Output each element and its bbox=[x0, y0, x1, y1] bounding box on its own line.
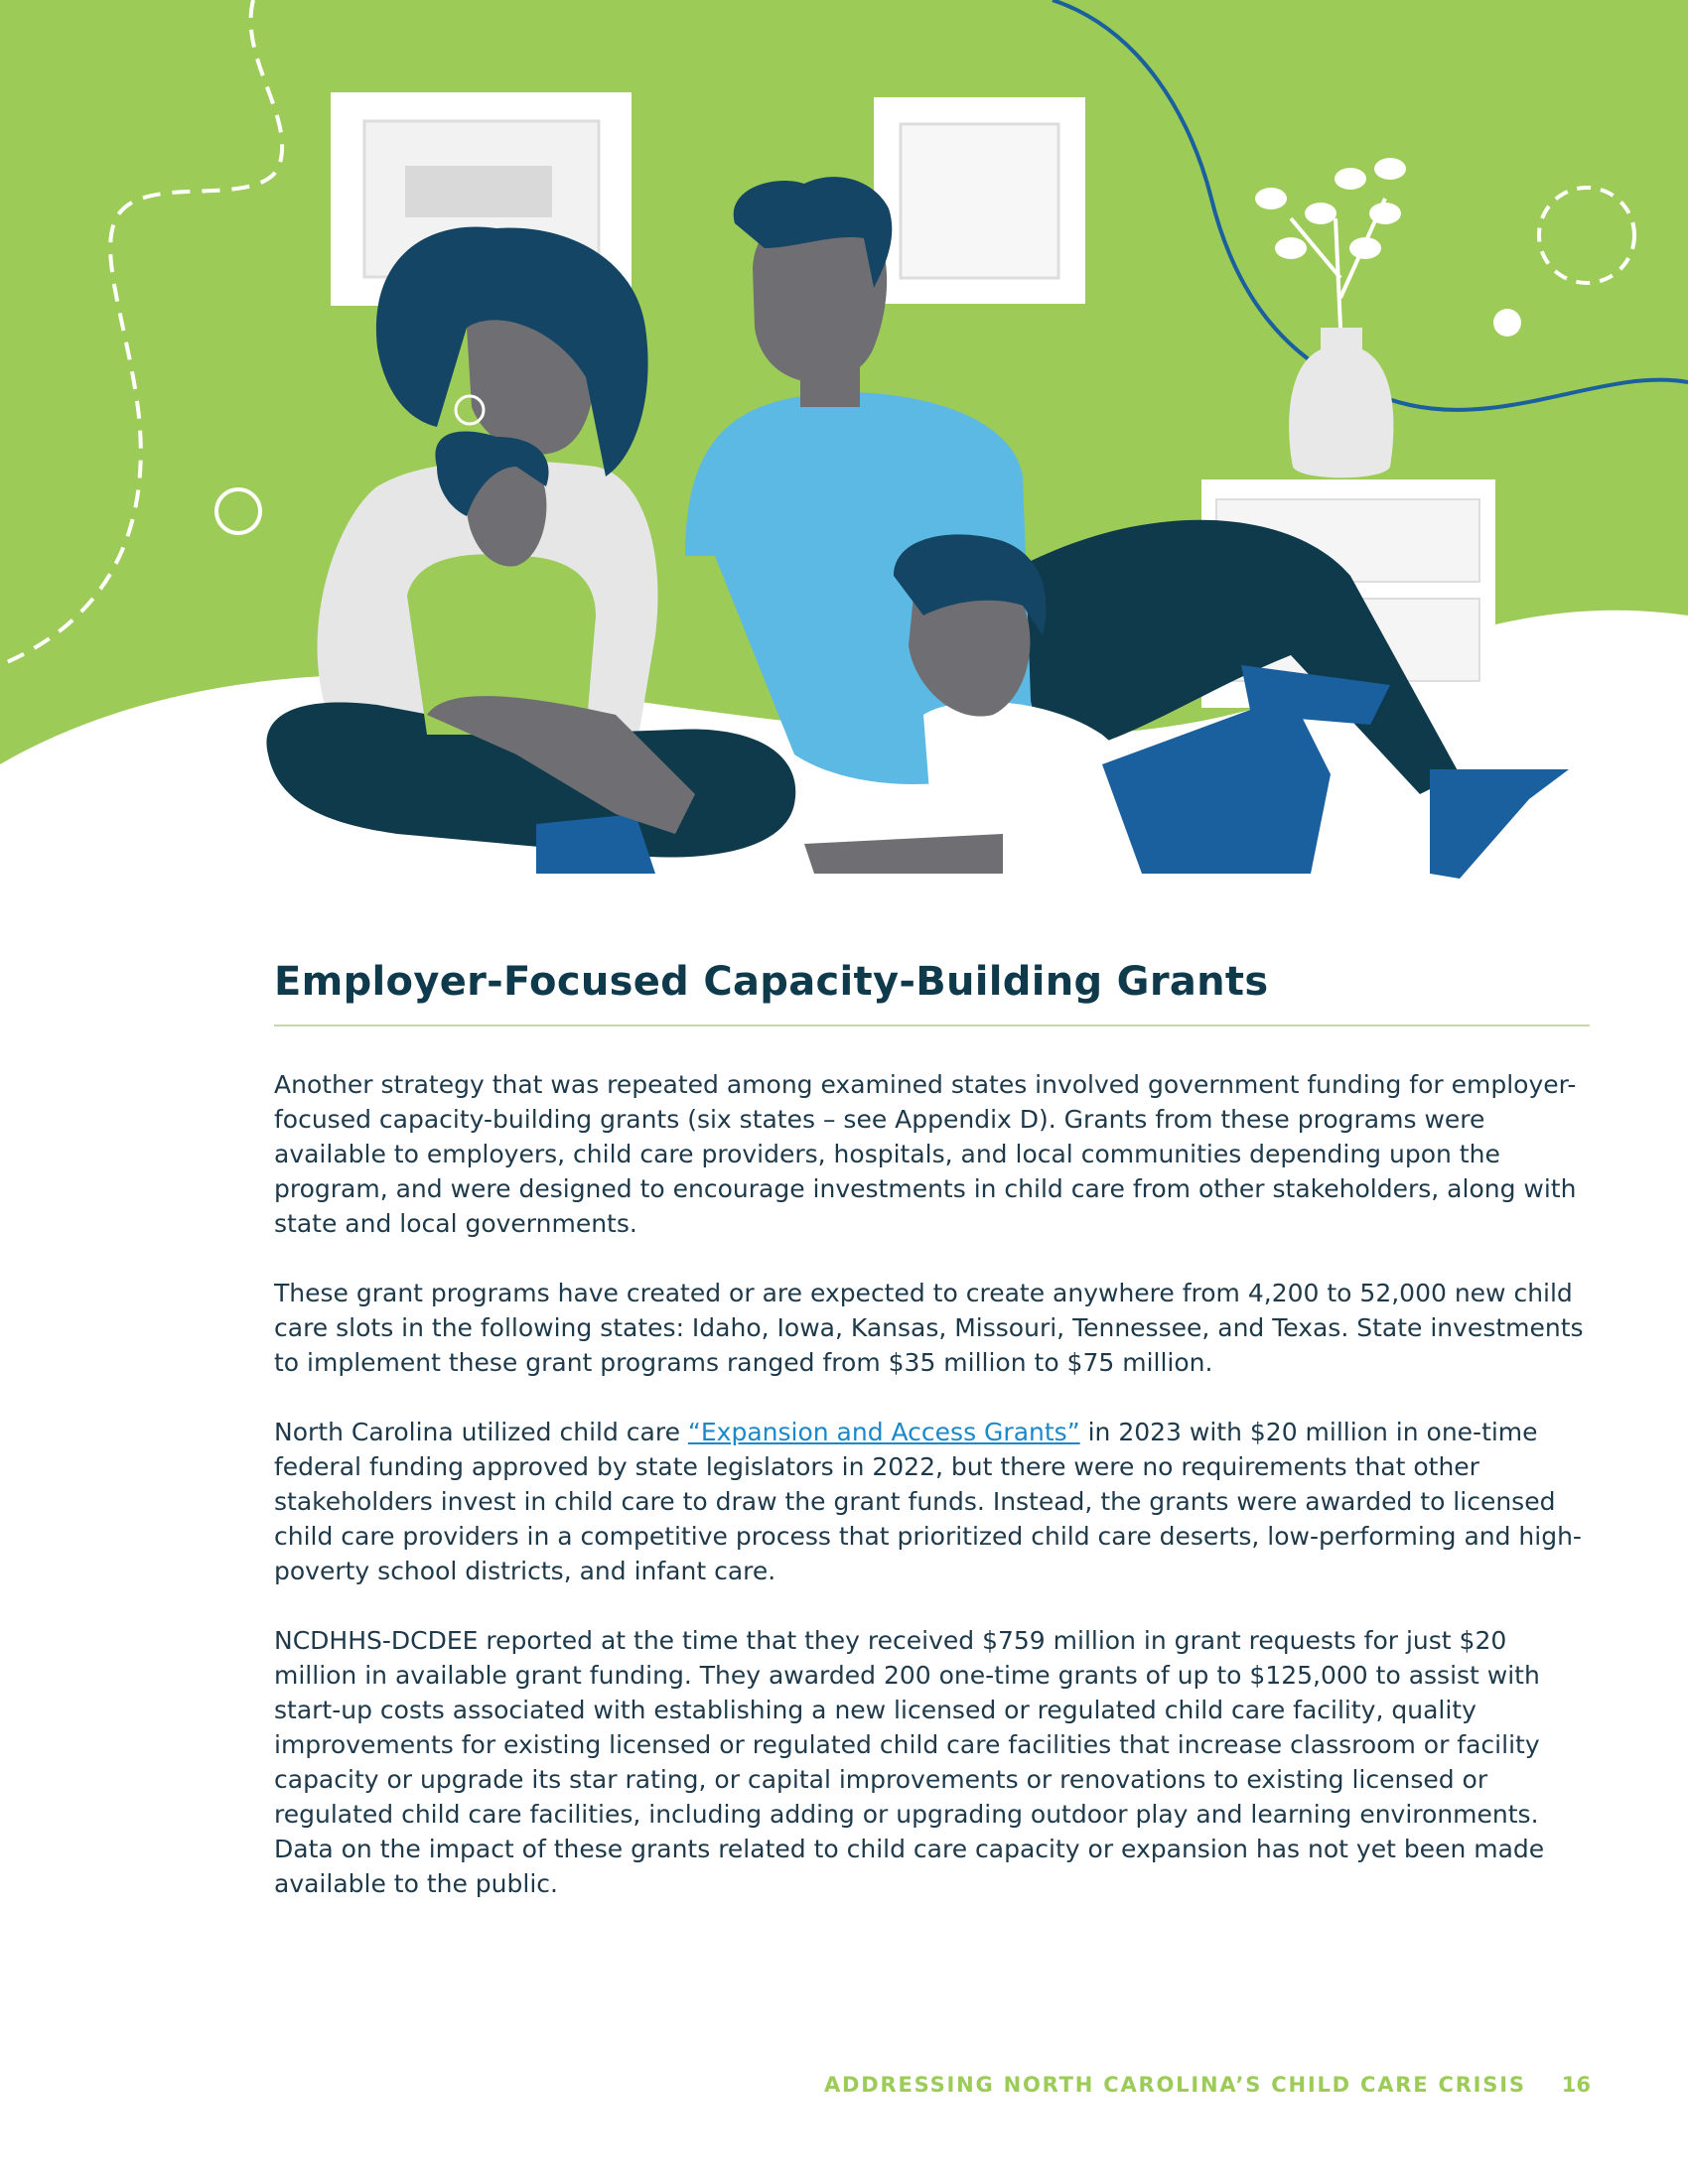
dot-decoration bbox=[1493, 309, 1521, 337]
body-text bbox=[274, 1067, 1595, 1936]
paragraph bbox=[274, 1415, 1595, 1588]
paragraph-text: North Carolina utilized child care bbox=[274, 1418, 688, 1446]
picture-frame-icon bbox=[874, 97, 1085, 304]
page-number: 16 bbox=[1561, 2073, 1591, 2097]
paragraph-text: in 2023 with $20 million in one-time federal funding approved by state legislators in 2022, but there were no requirements that other stakeholders invest in child care to draw the grant funds. Instead, the grants were awarded to licensed child care providers in a competitive process that prioritized child care deserts, low-performing and high-poverty school districts, and infant care. bbox=[274, 1418, 1582, 1585]
section-heading: Employer-Focused Capacity-Building Grants bbox=[274, 959, 1269, 1005]
footer-title: ADDRESSING NORTH CAROLINA’S CHILD CARE CRISIS bbox=[823, 2073, 1526, 2097]
paragraph: These grant programs have created or are expected to create anywhere from 4,200 to 52,000 new child care slots in the following states: Idaho, Iowa, Kansas, Missouri, Tennessee, and Texas. State investments to implement these grant programs ranged from $35 million to $75 million. bbox=[274, 1279, 1584, 1377]
expansion-access-grants-link[interactable]: “Expansion and Access Grants” bbox=[687, 1418, 1080, 1446]
paragraph: NCDHHS-DCDEE reported at the time that they received $759 million in grant requests for just $20 million in available grant funding. They awarded 200 one-time grants of up to $125,000 to assist with start-up costs associated with establishing a new licensed or regulated child care facility, quality improvements for existing licensed or regulated child care facilities that increase classroom or facility capacity or upgrade its star rating, or capital improvements or renovations to existing licensed or regulated child care facilities, including adding or upgrading outdoor play and learning environments. Data on the impact of these grants related to child care capacity or expansion has not yet been made available to the public. bbox=[274, 1626, 1545, 1898]
paragraph: Another strategy that was repeated among examined states involved government funding for employer-focused capacity-building grants (six states – see Appendix D). Grants from these programs were available to employers, child care providers, hospitals, and local communities depending upon the program, and were designed to encourage investments in child care from other stakeholders, along with state and local governments. bbox=[274, 1070, 1577, 1238]
page-footer bbox=[824, 2073, 1591, 2097]
family-illustration-icon bbox=[0, 0, 1688, 893]
heading-divider bbox=[274, 1024, 1590, 1026]
